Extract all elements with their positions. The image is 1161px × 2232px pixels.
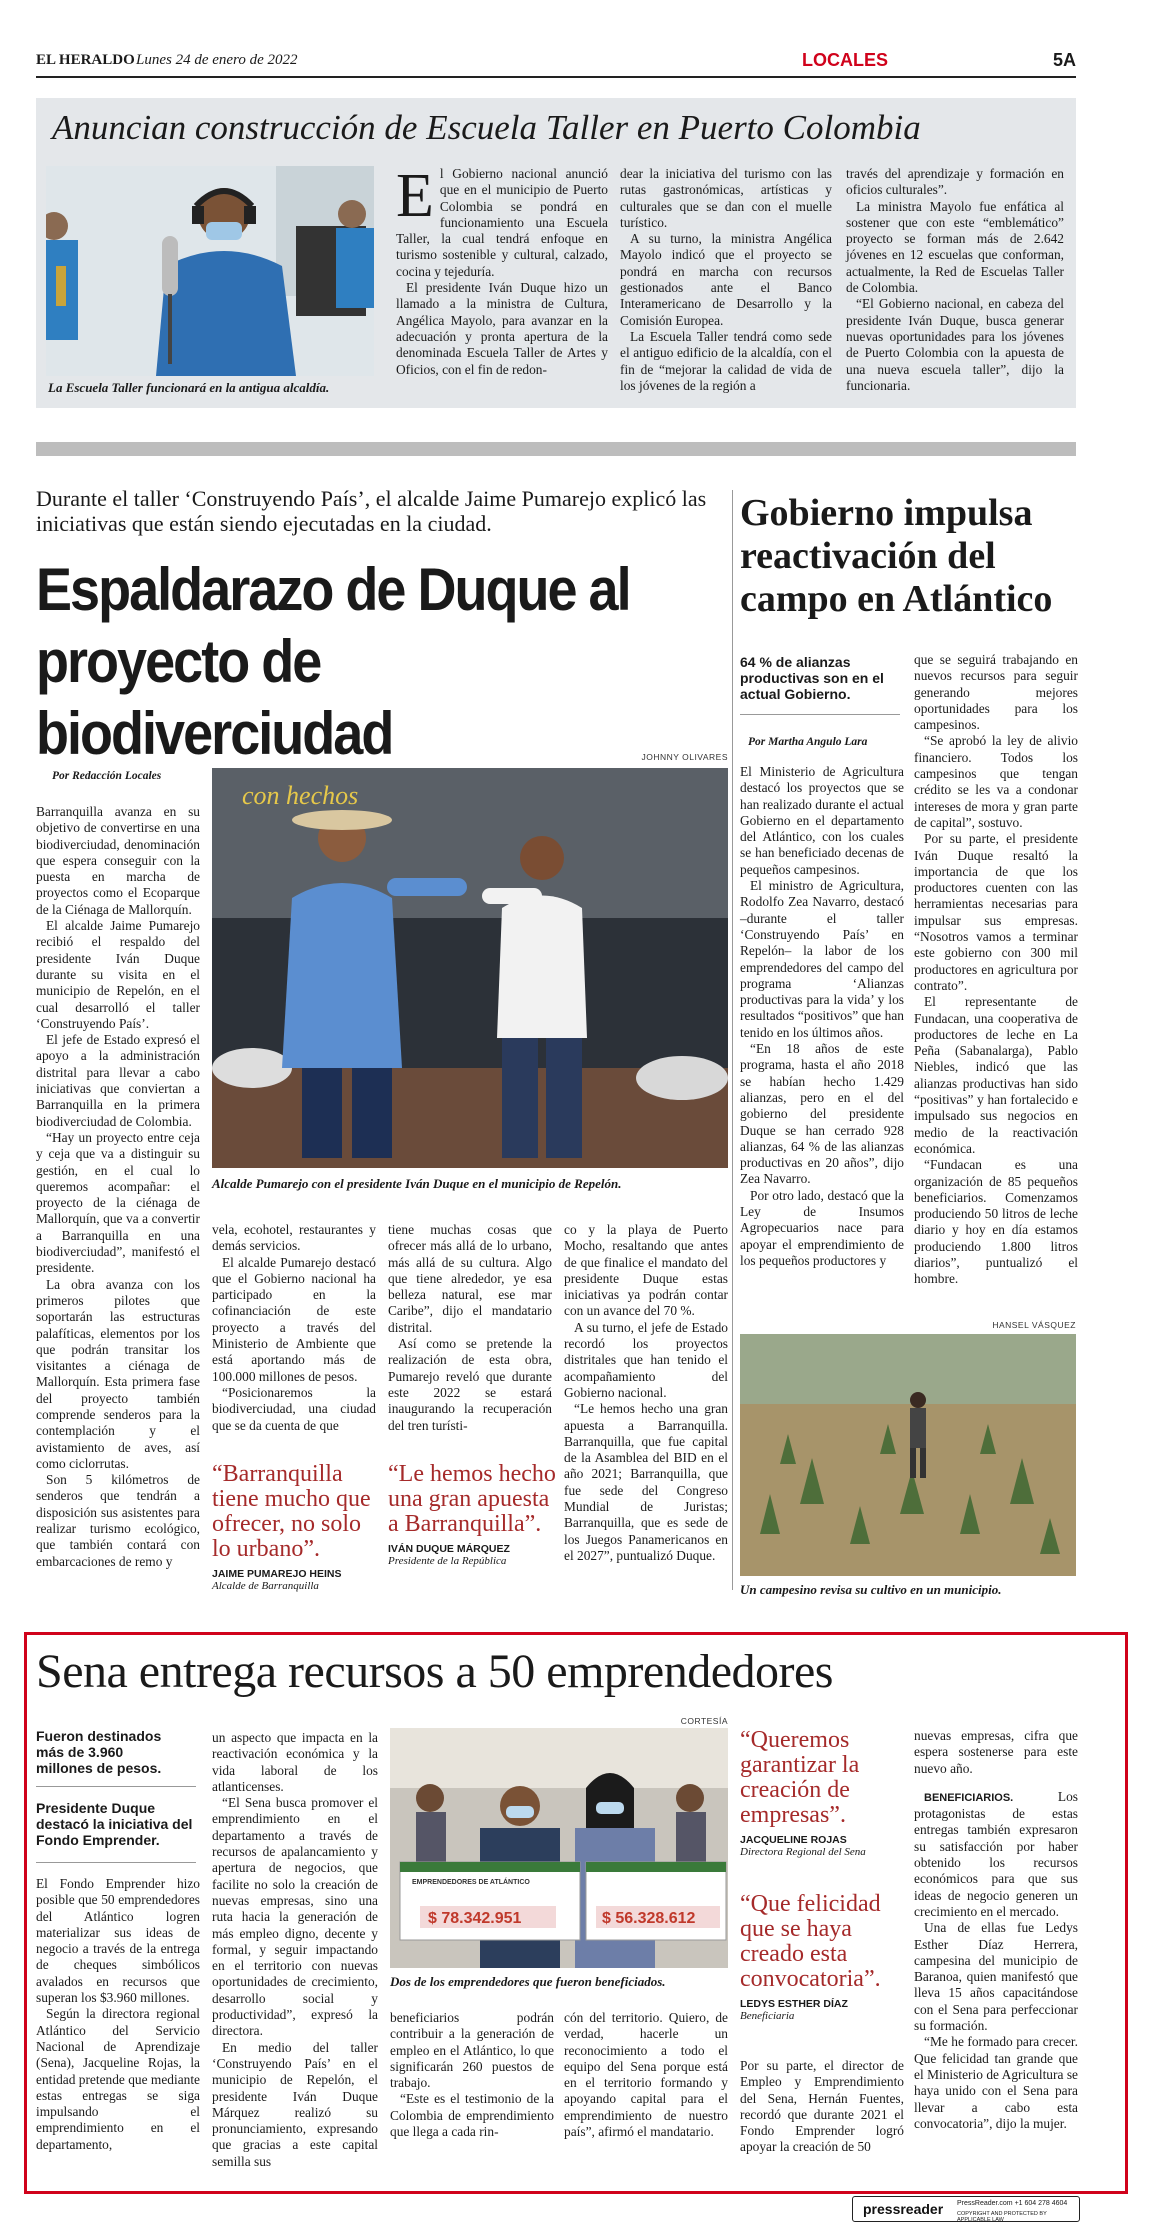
pressreader-footer bbox=[852, 2196, 1080, 2222]
story4-headline: Sena entrega recursos a 50 emprendedores bbox=[36, 1645, 833, 1698]
story2-col4 bbox=[564, 1222, 728, 1564]
paragraph: A su turno, la ministra Angélica Mayolo indicó que el proyecto se pondrá en marcha con recursos gestionados ante el Banco Interamericano de Desarrollo y la Comisión Europea. bbox=[620, 231, 832, 328]
quote-role: Presidente de la República bbox=[388, 1555, 507, 1567]
pressreader-logo: pressreader bbox=[863, 2201, 944, 2217]
story2-col1 bbox=[36, 804, 200, 1570]
story1-caption: La Escuela Taller funcionará en la antigua alcaldía. bbox=[48, 380, 330, 395]
paragraph: Una de ellas fue Ledys Esther Díaz Herrera, campesina del municipio de Baranoa, quien manifestó que lleva 15 años capacitándose con el Sena para perfeccionar su formación. bbox=[914, 1920, 1078, 2034]
paragraph: El presidente Iván Duque hizo un llamado a la ministra de Cultura, Angélica Mayolo, para avanzar en la adecuación y pronta apertura de la denominada Escuela Taller de Artes y Oficios, con el fin de redon- bbox=[396, 280, 608, 377]
story2-quote2 bbox=[388, 1462, 558, 1567]
quote-name: LEDYS ESTHER DÍAZ bbox=[740, 1998, 848, 2010]
story3-col2 bbox=[914, 652, 1078, 1288]
pull-quote: “Le hemos hecho una gran apuesta a Barranquilla”. bbox=[388, 1461, 556, 1537]
story4-summary1: Fueron destinados más de 3.960 millones de pesos. bbox=[36, 1728, 162, 1776]
story1-dropcap: E bbox=[396, 162, 434, 230]
summary-rule bbox=[36, 1786, 196, 1787]
page-number: 5A bbox=[1052, 50, 1076, 70]
paragraph: El alcalde Jaime Pumarejo recibió el respaldo del presidente Iván Duque durante su visita en el municipio de Repelón, en el cual desarrolló el taller ‘Construyendo País’. bbox=[36, 918, 200, 1031]
paragraph: A su turno, el jefe de Estado recordó los proyectos distritales que han tenido el acompañamiento del Gobierno nacional. bbox=[564, 1319, 728, 1400]
story2-quote1 bbox=[212, 1462, 382, 1592]
masthead-rule bbox=[36, 76, 1076, 78]
story4-caption: Dos de los emprendedores que fueron beneficiados. bbox=[390, 1974, 666, 1989]
story3-summary: 64 % de alianzas productivas son en el actual Gobierno. bbox=[740, 654, 884, 702]
story4-col5 bbox=[740, 2058, 904, 2156]
pressreader-copyright: COPYRIGHT AND PROTECTED BY APPLICABLE LAW bbox=[957, 2211, 1047, 2223]
stage-illustration bbox=[212, 768, 728, 1168]
banner-text: con hechos bbox=[242, 781, 359, 810]
field-illustration bbox=[740, 1334, 1076, 1576]
paragraph: “Posicionaremos la biodiverciudad, una ciudad que se da cuenta de que bbox=[212, 1384, 376, 1433]
paragraph: “Me he formado para crecer. Que felicidad tan grande que el Ministerio de Agricultura se haya unido con el Sena para llevar a cabo esta convocatoria”, dijo la mujer. bbox=[914, 2034, 1078, 2131]
story1-col3 bbox=[846, 166, 1064, 394]
paragraph: dear la iniciativa del turismo con las rutas gastronómicas, artísticas y culturales que se dan con el muelle turístico. bbox=[620, 166, 832, 230]
story3-col1 bbox=[740, 764, 904, 1269]
paragraph: nuevas empresas, cifra que espera sostenerse para este nuevo año. bbox=[914, 1728, 1078, 1776]
story1-col1 bbox=[396, 162, 608, 378]
story3-byline: Por Martha Angulo Lara bbox=[748, 736, 868, 748]
paragraph: Por su parte, el presidente Iván Duque resaltó la importancia de que los productores cuenten con las herramientas necesarias para impulsar sus empresas. “Nosotros vamos a terminar este gobierno con 300 mil productores en agricultura por contrato”. bbox=[914, 831, 1078, 993]
story3-caption: Un campesino revisa su cultivo en un municipio. bbox=[740, 1582, 1002, 1597]
check-amount: $ 56.328.612 bbox=[602, 1910, 696, 1927]
quote-name: JAIME PUMAREJO HEINS bbox=[212, 1568, 342, 1580]
paragraph: Son 5 kilómetros de senderos que tendrán a disposición sus asistentes para realizar turismo ecológico, que también contará con embarcaciones de remo y bbox=[36, 1472, 200, 1569]
check-label: EMPRENDEDORES DE ATLÁNTICO bbox=[412, 1879, 530, 1886]
paragraph: “El Sena busca promover el emprendimiento en el departamento a través de recursos de apalancamiento y apertura de negocios, que facilite no solo la creación de nuevas empresas, sino una ruta hacia la generación de más empleo digno, decente y formal, y seguir impactando en el territorio con nuevas oportunidades de crecimiento, desarrollo social y productividad”, expresó la directora. bbox=[212, 1795, 378, 2039]
story4-col2 bbox=[212, 1730, 378, 2170]
story4-col6 bbox=[914, 1728, 1078, 2132]
paragraph: El Ministerio de Agricultura destacó los proyectos que se han realizado durante el actual Gobierno en el departamento del Atlántico, con los cuales se han beneficiado decenas de pequeños campesinos. bbox=[740, 764, 904, 877]
paragraph: “Le hemos hecho una gran apuesta a Barranquilla. Barranquilla, que fue capital de la Asamblea del BID en el año 2021; Barranquilla, que fue sede del Congreso Mundial de Juristas; Barranquilla, que es sede de los Juegos Panamericanos en el 2027”, puntualizó Duque. bbox=[564, 1401, 728, 1563]
quote-name: IVÁN DUQUE MÁRQUEZ bbox=[388, 1543, 510, 1555]
paragraph: En medio del taller ‘Construyendo País’ en el municipio de Repelón, el presidente Iván Duque Márquez realizó su pronunciamiento, expresando que gracias a este capital semilla sus bbox=[212, 2039, 378, 2169]
paragraph: El alcalde Pumarejo destacó que el Gobierno nacional ha participado en la cofinanciación de este proyecto a través del Ministerio de Ambiente que está aportando más de 100.000 millones de pesos. bbox=[212, 1254, 376, 1384]
story2-photo bbox=[212, 768, 728, 1168]
section-label: LOCALES bbox=[802, 50, 889, 70]
story2-caption: Alcalde Pumarejo con el presidente Iván Duque en el municipio de Repelón. bbox=[212, 1176, 622, 1191]
story4-col1 bbox=[36, 1876, 200, 2153]
paragraph: través del aprendizaje y formación en oficios culturales”. bbox=[846, 166, 1064, 198]
paragraph: l Gobierno nacional anunció que en el municipio de Puerto Colombia se pondrá en funcionamiento una Escuela Taller, la cual tendrá enfoque en turismo sostenible y cultural, calzado, cocina y tejeduría. bbox=[396, 166, 608, 279]
summary-rule bbox=[740, 714, 900, 715]
paragraph: El representante de Fundacan, una cooperativa de productores de leche en La Peña (Sabanalarga), Pablo Niebles, indicó que las alianzas productivas han sido “positivas” y han fortalecido e impulsado sus negocios en medio de la reactivación económica. bbox=[914, 994, 1078, 1156]
paragraph: vela, ecohotel, restaurantes y demás servicios. bbox=[212, 1222, 376, 1254]
paragraph: cón del territorio. Quiero, de verdad, hacerle un reconocimiento a todo el equipo del Sena porque está en el territorio formando y apoyando capital para el emprendimiento de nuestro país”, afirmó el mandatario. bbox=[564, 2010, 728, 2140]
paragraph: Por su parte, el director de Empleo y Emprendimiento del Sena, Hernán Fuentes, recordó que durante 2021 el Fondo Emprender logró apoyar la creación de 50 bbox=[740, 2058, 904, 2155]
quote-role: Beneficiaria bbox=[740, 2010, 795, 2022]
edition-date: Lunes 24 de enero de 2022 bbox=[136, 52, 298, 68]
paragraph-text: Los protagonistas de estas entregas también expresaron su satisfacción por haber obtenido los recursos económicos para que sus ideas de negocio generen un crecimiento en el mercado. bbox=[914, 1788, 1078, 1919]
pressreader-contact: PressReader.com +1 604 278 4604 bbox=[957, 2200, 1068, 2207]
section-label: BENEFICIARIOS. bbox=[924, 1791, 1014, 1804]
quote-name: JACQUELINE ROJAS bbox=[740, 1834, 847, 1846]
paragraph: Por otro lado, destacó que la Ley de Insumos Agropecuarios nace para apoyar el emprendimiento de los pequeños productores y bbox=[740, 1187, 904, 1268]
paragraph: La ministra Mayolo fue enfática al sostener que con este “emblemático” proyecto se forman más de 2.642 jóvenes en 12 escuelas que conforman, actualmente, la Red de Escuelas Taller de Colombia. bbox=[846, 198, 1064, 296]
check-amount: $ 78.342.951 bbox=[428, 1910, 522, 1927]
pull-quote: “Queremos garantizar la creación de empresas”. bbox=[740, 1727, 860, 1828]
paragraph: La Escuela Taller tendrá como sede el antiguo edificio de la alcaldía, con el fin de “mejorar la calidad de vida de los jóvenes de la región a bbox=[620, 328, 832, 393]
section-divider-bar bbox=[36, 442, 1076, 456]
paragraph: El jefe de Estado expresó el apoyo a la administración distrital para llevar a cabo iniciativas que conviertan a Barranquilla en la primera biodiverciudad de Colombia. bbox=[36, 1032, 200, 1129]
story4-photo bbox=[390, 1728, 728, 1968]
masthead bbox=[36, 48, 1076, 74]
paragraph: “Se aprobó la ley de alivio financiero. Todos los campesinos que tengan crédito se les va a condonar intereses de mora y gran parte de capital”, sostuvo. bbox=[914, 733, 1078, 830]
paragraph: “En 18 años de este programa, hasta el año 2018 se habían hecho 1.429 alianzas, pero en el del gobierno del presidente Duque se han cerrado 928 alianzas, 64 % de las alianzas productivas en 20 años”, dijo Zea Navarro. bbox=[740, 1041, 904, 1187]
column-rule bbox=[732, 490, 733, 1590]
paragraph: tiene muchas cosas que ofrecer más allá de lo urbano, más allá de su cultura. Algo que tiene alrededor, ye esa belleza natural, ese mar Caribe”, dijo el mandatario distrital. bbox=[388, 1222, 552, 1335]
story2-photo-credit: JOHNNY OLIVARES bbox=[641, 752, 728, 762]
paragraph: Según la directora regional Atlántico del Servicio Nacional de Aprendizaje (Sena), Jacqueline Rojas, la entidad pretende que mediante estas entregas se siga impulsando el emprendimiento en el departamento, bbox=[36, 2006, 200, 2152]
paragraph: un aspecto que impacta en la reactivación económica y la vida laboral de los atlanticenses. bbox=[212, 1730, 378, 1794]
story4-photo-credit: CORTESÍA bbox=[680, 1716, 728, 1726]
story4-quote2 bbox=[740, 1892, 910, 2022]
story2-col3 bbox=[388, 1222, 552, 1434]
story2-col2 bbox=[212, 1222, 376, 1434]
studio-illustration bbox=[46, 166, 374, 376]
paragraph: “Este es el testimonio de la Colombia de emprendimiento que llega a cada rin- bbox=[390, 2091, 554, 2140]
summary-rule bbox=[36, 1862, 196, 1863]
paragraph: Así como se pretende la realización de esta obra, Pumarejo reveló que durante este 2022 se estará inaugurando la recuperación del tren turísti- bbox=[388, 1336, 552, 1433]
story1-headline: Anuncian construcción de Escuela Taller en Puerto Colombia bbox=[52, 108, 921, 147]
paragraph bbox=[914, 1789, 1078, 1920]
check-ceremony-illustration bbox=[390, 1728, 728, 1968]
story2-byline: Por Redacción Locales bbox=[52, 770, 162, 782]
pull-quote: “Barranquilla tiene mucho que ofrecer, no solo lo urbano”. bbox=[212, 1461, 371, 1562]
story3-photo-credit: HANSEL VÁSQUEZ bbox=[992, 1320, 1076, 1330]
story4-col3 bbox=[390, 2010, 554, 2140]
paragraph: La obra avanza con los primeros pilotes que soportarán las estructuras palafíticas, elementos por los que podrán transitar los visitantes a ciénaga de Mallorquín. Esta primera fase del proyecto también comprende senderos para la contemplación y el avistamiento de aves, así como ciclorrutas. bbox=[36, 1276, 200, 1471]
paragraph: “El Gobierno nacional, en cabeza del presidente Iván Duque, busca generar nuevas oportunidades para los jóvenes de Puerto Colombia con la apuesta de una nueva escuela taller”, dijo la funcionaria. bbox=[846, 296, 1064, 393]
quote-role: Alcalde de Barranquilla bbox=[212, 1580, 319, 1592]
paragraph: El ministro de Agricultura, Rodolfo Zea Navarro, destacó –durante el taller ‘Construyendo País’ en Repelón– la labor de los emprendedores del campo del programa ‘Alianzas productivas para la vida’ y los resultados “positivos” que han tenido en los últimos años. bbox=[740, 878, 904, 1040]
paragraph: “Hay un proyecto entre ceja y ceja que va a distinguir su gestión, en el cual lo queremos acompañar: el proyecto de la ciénaga de Mallorquín, que va a convertir a Barranquilla en una biodiverciudad”, manifestó el presidente. bbox=[36, 1129, 200, 1276]
story2-headline: Espaldarazo de Duque al proyecto de biodiverciudad bbox=[36, 556, 630, 767]
story1-photo bbox=[46, 166, 374, 376]
story4-quote1 bbox=[740, 1728, 910, 1858]
story1-col2 bbox=[620, 166, 832, 394]
paragraph: “Fundacan es una organización de 85 pequeños beneficiarios. Comenzamos produciendo 50 litros de leche diario y hoy en día estamos produciendo 1.800 litros diarios”, puntualizó el hombre. bbox=[914, 1157, 1078, 1287]
story4-summary2: Presidente Duque destacó la iniciativa del Fondo Emprender. bbox=[36, 1800, 193, 1848]
story3-headline: Gobierno impulsa reactivación del campo en Atlántico bbox=[740, 492, 1053, 620]
paragraph: co y la playa de Puerto Mocho, resaltando que antes de que finalice el mandato del presidente Duque estas iniciativas ya podrán contar con un avance del 70 %. bbox=[564, 1222, 728, 1319]
paragraph: beneficiarios podrán contribuir a la generación de empleo en el Atlántico, lo que significarán 260 puestos de trabajo. bbox=[390, 2010, 554, 2091]
story2-kicker: Durante el taller ‘Construyendo País’, el alcalde Jaime Pumarejo explicó las iniciativas que están siendo ejecutadas en la ciudad. bbox=[36, 486, 707, 536]
paragraph: Barranquilla avanza en su objetivo de convertirse en una biodiverciudad, denominación que espera conseguir con la puesta en marcha de proyectos como el Ecoparque de la Ciénaga de Mallorquín. bbox=[36, 804, 200, 917]
pull-quote: “Que felicidad que se haya creado esta convocatoria”. bbox=[740, 1891, 881, 1992]
paper-name: EL HERALDO bbox=[36, 52, 135, 68]
quote-role: Directora Regional del Sena bbox=[740, 1846, 866, 1858]
story3-photo bbox=[740, 1334, 1076, 1576]
story4-col4 bbox=[564, 2010, 728, 2140]
paragraph: que se seguirá trabajando en nuevos recursos para seguir generando mejores oportunidades para los campesinos. bbox=[914, 652, 1078, 733]
paragraph: El Fondo Emprender hizo posible que 50 emprendedores del Atlántico logren materializar sus ideas de negocio a través de la entrega de cheques simbólicos avalados en recursos que superan los $3.960 millones. bbox=[36, 1876, 200, 2006]
